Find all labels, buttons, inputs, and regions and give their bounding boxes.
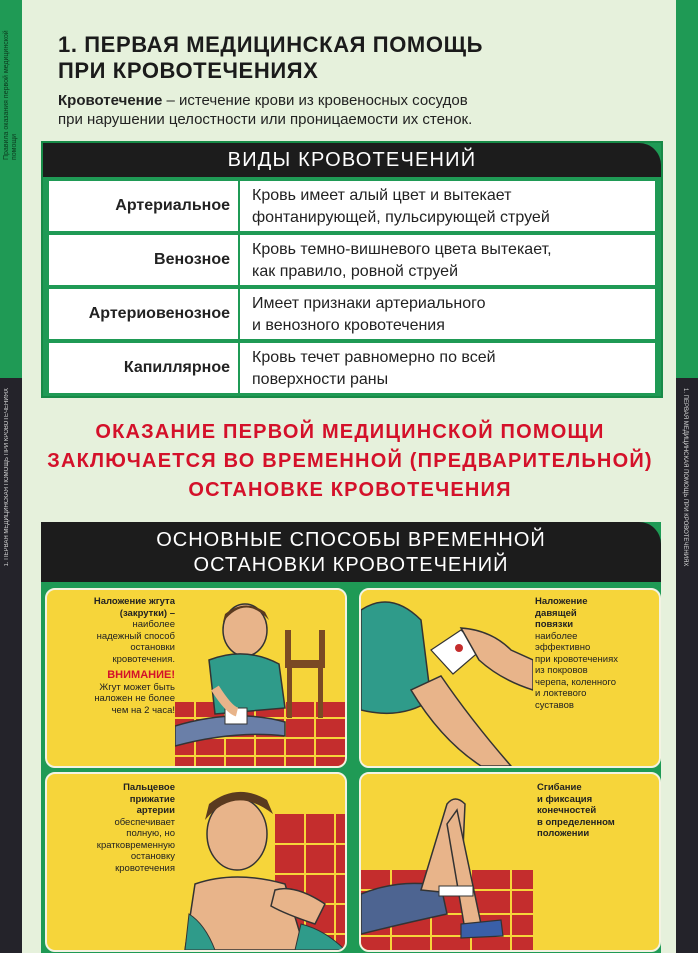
table-row — [49, 181, 655, 231]
table-row — [49, 289, 655, 339]
row-name: Артериальное — [49, 181, 240, 231]
bandage-illustration — [361, 590, 533, 766]
limb-flexion-illustration — [361, 774, 533, 950]
right-band-caption: 1. ПЕРВАЯ МЕДИЦИНСКАЯ ПОМОЩЬ ПРИ КРОВОТЕЧЕНИЯХ — [682, 388, 688, 567]
method-card-pressure-bandage — [359, 588, 661, 768]
method-card-finger-pressure — [45, 772, 347, 952]
page-title-line1: 1. ПЕРВАЯ МЕДИЦИНСКАЯ ПОМОЩЬ — [58, 32, 484, 57]
bleeding-types-heading: ВИДЫ КРОВОТЕЧЕНИЙ — [43, 143, 661, 177]
right-strip — [676, 0, 698, 953]
method-card-text: Пальцевое прижатие артерии обеспечивает полную, но кратковременную остановку кровотечения — [96, 782, 175, 874]
method-card-text: Наложение давящей повязки наиболее эффективно при кровотечениях из покровов черепа, коленного и локтевого суставов — [535, 596, 619, 711]
right-band — [676, 378, 698, 953]
method-card-tourniquet — [45, 588, 347, 768]
method-card-limb-flexion — [359, 772, 661, 952]
methods-section — [41, 522, 661, 953]
method-card-text: Наложение жгута (закрутки) – наиболее надежный способ остановки кровотечения. ВНИМАНИЕ! Жгут может быть наложен не более чем на 2 часа! — [55, 596, 175, 716]
methods-heading: ОСНОВНЫЕ СПОСОБЫ ВРЕМЕННОЙ ОСТАНОВКИ КРОВОТЕЧЕНИЙ — [41, 522, 661, 582]
intro-line2: при нарушении целостности или проницаемости их стенок. — [58, 111, 473, 128]
left-band-caption: 1. ПЕРВАЯ МЕДИЦИНСКАЯ ПОМОЩЬ ПРИ КРОВОТЕЧЕНИЯХ — [4, 388, 10, 567]
row-desc: Кровь течет равномерно по всей поверхности раны — [252, 349, 496, 388]
left-band — [0, 378, 22, 953]
page-title — [58, 32, 483, 84]
left-strip-caption: Правила оказания первой медицинской помощи — [3, 30, 18, 160]
bleeding-types-table — [41, 141, 663, 398]
method-card-text: Сгибание и фиксация конечностей в определенном положении — [537, 782, 615, 839]
finger-pressure-illustration — [175, 774, 345, 950]
tourniquet-illustration — [175, 590, 345, 766]
row-desc: Кровь темно-вишневого цвета вытекает, как правило, ровной струей — [252, 241, 552, 280]
row-desc: Имеет признаки артериального и венозного кровотечения — [252, 295, 486, 334]
intro-line1: – истечение крови из кровеносных сосудов — [162, 92, 468, 109]
intro-term: Кровотечение — [58, 92, 163, 109]
row-name: Венозное — [49, 235, 240, 285]
intro-definition — [58, 91, 618, 129]
row-desc: Кровь имеет алый цвет и вытекает фонтанирующей, пульсирующей струей — [252, 187, 550, 226]
row-name: Артериовенозное — [49, 289, 240, 339]
table-row — [49, 235, 655, 285]
first-aid-statement: ОКАЗАНИЕ ПЕРВОЙ МЕДИЦИНСКОЙ ПОМОЩИ ЗАКЛЮЧАЕТСЯ ВО ВРЕМЕННОЙ (ПРЕДВАРИТЕЛЬНОЙ) ОСТАНОВКЕ КРОВОТЕЧЕНИЯ — [47, 421, 653, 501]
row-name: Капиллярное — [49, 343, 240, 393]
table-row — [49, 343, 655, 393]
page-title-line2: ПРИ КРОВОТЕЧЕНИЯХ — [58, 58, 319, 83]
left-strip — [0, 0, 22, 953]
warning-label: ВНИМАНИЕ! — [107, 669, 175, 681]
